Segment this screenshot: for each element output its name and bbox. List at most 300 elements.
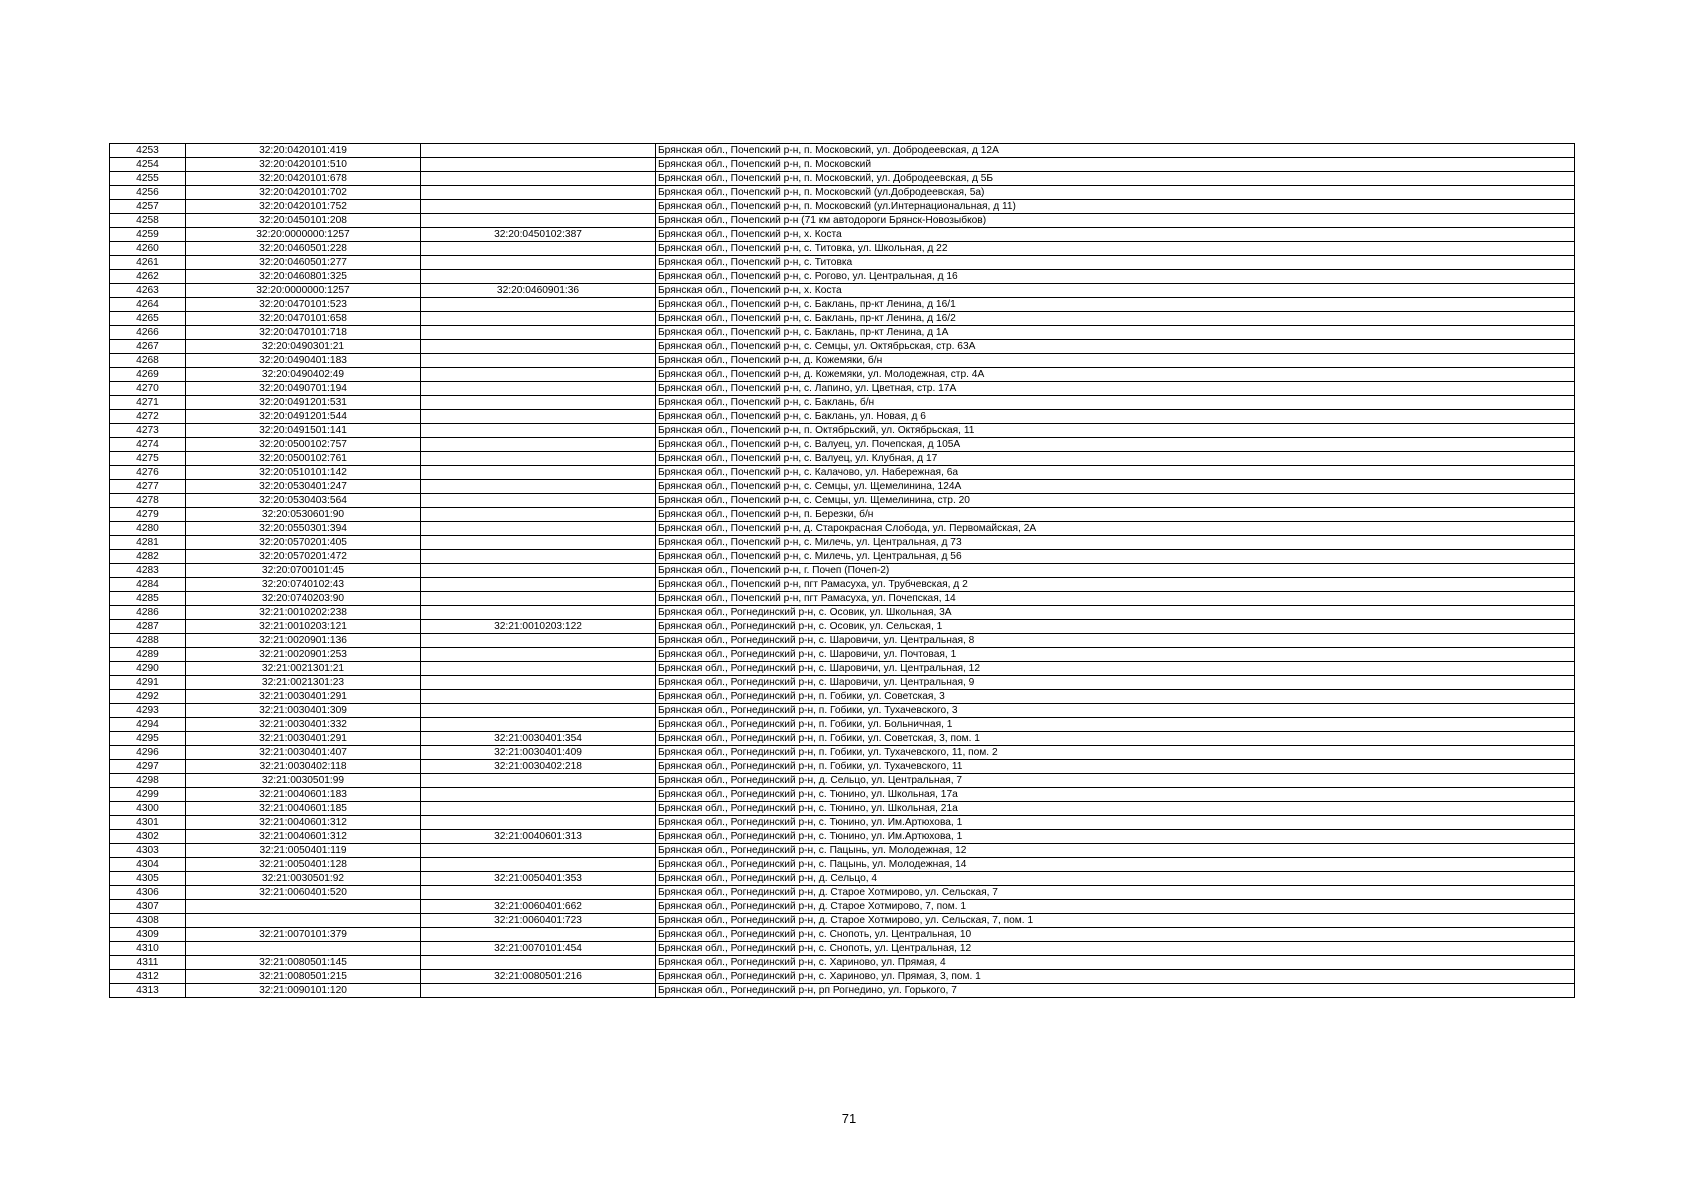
- row-number-cell: 4269: [110, 368, 186, 382]
- table-row: [110, 760, 1575, 774]
- related-cadastral-number-cell: [421, 648, 656, 662]
- related-cadastral-number-cell: [421, 662, 656, 676]
- row-number-cell: 4311: [110, 956, 186, 970]
- table-row: [110, 452, 1575, 466]
- address-cell: Брянская обл., Почепский р-н, с. Баклань, пр-кт Ленина, д 16/1: [656, 298, 1575, 312]
- row-number-cell: 4280: [110, 522, 186, 536]
- address-cell: Брянская обл., Рогнединский р-н, с. Шаровичи, ул. Центральная, 9: [656, 676, 1575, 690]
- related-cadastral-number-cell: [421, 326, 656, 340]
- cadastral-number-cell: 32:20:0460501:228: [186, 242, 421, 256]
- address-cell: Брянская обл., Почепский р-н, с. Валуец, ул. Почепская, д 105А: [656, 438, 1575, 452]
- related-cadastral-number-cell: [421, 956, 656, 970]
- address-cell: Брянская обл., Почепский р-н, с. Титовка: [656, 256, 1575, 270]
- related-cadastral-number-cell: [421, 200, 656, 214]
- address-cell: Брянская обл., Почепский р-н, х. Коста: [656, 284, 1575, 298]
- related-cadastral-number-cell: [421, 214, 656, 228]
- address-cell: Брянская обл., Почепский р-н, с. Титовка, ул. Школьная, д 22: [656, 242, 1575, 256]
- table-row: [110, 844, 1575, 858]
- cadastral-number-cell: 32:21:0060401:520: [186, 886, 421, 900]
- address-cell: Брянская обл., Почепский р-н, с. Семцы, ул. Октябрьская, стр. 63А: [656, 340, 1575, 354]
- row-number-cell: 4257: [110, 200, 186, 214]
- address-cell: Брянская обл., Рогнединский р-н, с. Хариново, ул. Прямая, 4: [656, 956, 1575, 970]
- cadastral-number-cell: 32:20:0420101:752: [186, 200, 421, 214]
- address-cell: Брянская обл., Почепский р-н, с. Баклань, пр-кт Ленина, д 1А: [656, 326, 1575, 340]
- table-row: [110, 942, 1575, 956]
- table-row: [110, 578, 1575, 592]
- cadastral-number-cell: 32:20:0740102:43: [186, 578, 421, 592]
- cadastral-number-cell: 32:20:0491201:531: [186, 396, 421, 410]
- row-number-cell: 4259: [110, 228, 186, 242]
- address-cell: Брянская обл., Рогнединский р-н, с. Осовик, ул. Сельская, 1: [656, 620, 1575, 634]
- table-row: [110, 774, 1575, 788]
- row-number-cell: 4265: [110, 312, 186, 326]
- table-row: [110, 144, 1575, 158]
- related-cadastral-number-cell: [421, 984, 656, 998]
- row-number-cell: 4267: [110, 340, 186, 354]
- related-cadastral-number-cell: 32:21:0080501:216: [421, 970, 656, 984]
- row-number-cell: 4303: [110, 844, 186, 858]
- cadastral-number-cell: 32:21:0020901:253: [186, 648, 421, 662]
- address-cell: Брянская обл., Рогнединский р-н, д. Старое Хотмирово, 7, пом. 1: [656, 900, 1575, 914]
- table-row: [110, 970, 1575, 984]
- cadastral-number-cell: [186, 942, 421, 956]
- cadastral-number-cell: 32:20:0420101:678: [186, 172, 421, 186]
- address-cell: Брянская обл., Почепский р-н, п. Московский, ул. Добродеевская, д 5Б: [656, 172, 1575, 186]
- table-row: [110, 634, 1575, 648]
- address-cell: Брянская обл., Рогнединский р-н, п. Гобики, ул. Тухачевского, 3: [656, 704, 1575, 718]
- row-number-cell: 4300: [110, 802, 186, 816]
- cadastral-number-cell: 32:21:0030501:92: [186, 872, 421, 886]
- table-body: [110, 144, 1575, 998]
- cadastral-number-cell: 32:20:0460801:325: [186, 270, 421, 284]
- address-cell: Брянская обл., Почепский р-н, д. Кожемяки, ул. Молодежная, стр. 4А: [656, 368, 1575, 382]
- row-number-cell: 4312: [110, 970, 186, 984]
- related-cadastral-number-cell: [421, 256, 656, 270]
- row-number-cell: 4273: [110, 424, 186, 438]
- row-number-cell: 4283: [110, 564, 186, 578]
- row-number-cell: 4285: [110, 592, 186, 606]
- related-cadastral-number-cell: [421, 550, 656, 564]
- cadastral-number-cell: 32:20:0000000:1257: [186, 228, 421, 242]
- related-cadastral-number-cell: [421, 774, 656, 788]
- cadastral-number-cell: 32:20:0491201:544: [186, 410, 421, 424]
- cadastral-number-cell: 32:21:0080501:145: [186, 956, 421, 970]
- row-number-cell: 4307: [110, 900, 186, 914]
- row-number-cell: 4278: [110, 494, 186, 508]
- table-row: [110, 312, 1575, 326]
- address-cell: Брянская обл., Рогнединский р-н, с. Снопоть, ул. Центральная, 10: [656, 928, 1575, 942]
- table-row: [110, 480, 1575, 494]
- table-row: [110, 242, 1575, 256]
- table-row: [110, 200, 1575, 214]
- row-number-cell: 4294: [110, 718, 186, 732]
- address-cell: Брянская обл., Рогнединский р-н, с. Тюнино, ул. Школьная, 21а: [656, 802, 1575, 816]
- related-cadastral-number-cell: [421, 788, 656, 802]
- row-number-cell: 4287: [110, 620, 186, 634]
- row-number-cell: 4308: [110, 914, 186, 928]
- row-number-cell: 4289: [110, 648, 186, 662]
- table-row: [110, 928, 1575, 942]
- row-number-cell: 4276: [110, 466, 186, 480]
- table-row: [110, 424, 1575, 438]
- cadastral-number-cell: 32:20:0490401:183: [186, 354, 421, 368]
- row-number-cell: 4258: [110, 214, 186, 228]
- related-cadastral-number-cell: [421, 886, 656, 900]
- cadastral-number-cell: 32:21:0030401:407: [186, 746, 421, 760]
- table-row: [110, 410, 1575, 424]
- table-row: [110, 886, 1575, 900]
- table-row: [110, 494, 1575, 508]
- row-number-cell: 4297: [110, 760, 186, 774]
- table-row: [110, 956, 1575, 970]
- cadastral-number-cell: 32:20:0470101:523: [186, 298, 421, 312]
- row-number-cell: 4301: [110, 816, 186, 830]
- cadastral-number-cell: 32:20:0000000:1257: [186, 284, 421, 298]
- table-row: [110, 466, 1575, 480]
- table-row: [110, 802, 1575, 816]
- row-number-cell: 4256: [110, 186, 186, 200]
- cadastral-number-cell: 32:21:0050401:119: [186, 844, 421, 858]
- row-number-cell: 4304: [110, 858, 186, 872]
- table-row: [110, 284, 1575, 298]
- related-cadastral-number-cell: [421, 564, 656, 578]
- table-row: [110, 788, 1575, 802]
- related-cadastral-number-cell: [421, 522, 656, 536]
- address-cell: Брянская обл., Почепский р-н, п. Московский, ул. Добродеевская, д 12А: [656, 144, 1575, 158]
- row-number-cell: 4290: [110, 662, 186, 676]
- row-number-cell: 4286: [110, 606, 186, 620]
- row-number-cell: 4309: [110, 928, 186, 942]
- address-cell: Брянская обл., Почепский р-н, п. Московский (ул.Интернациональная, д 11): [656, 200, 1575, 214]
- row-number-cell: 4255: [110, 172, 186, 186]
- cadastral-number-cell: 32:20:0420101:702: [186, 186, 421, 200]
- cadastral-number-cell: 32:21:0080501:215: [186, 970, 421, 984]
- row-number-cell: 4306: [110, 886, 186, 900]
- table-row: [110, 536, 1575, 550]
- address-cell: Брянская обл., Рогнединский р-н, д. Старое Хотмирово, ул. Сельская, 7: [656, 886, 1575, 900]
- row-number-cell: 4295: [110, 732, 186, 746]
- address-cell: Брянская обл., Почепский р-н, с. Рогово, ул. Центральная, д 16: [656, 270, 1575, 284]
- related-cadastral-number-cell: [421, 634, 656, 648]
- table-row: [110, 746, 1575, 760]
- row-number-cell: 4266: [110, 326, 186, 340]
- address-cell: Брянская обл., Почепский р-н, п. Московский (ул.Добродеевская, 5а): [656, 186, 1575, 200]
- row-number-cell: 4254: [110, 158, 186, 172]
- related-cadastral-number-cell: [421, 312, 656, 326]
- table-row: [110, 914, 1575, 928]
- address-cell: Брянская обл., Почепский р-н, с. Семцы, ул. Щемелинина, стр. 20: [656, 494, 1575, 508]
- address-cell: Брянская обл., Рогнединский р-н, с. Пацынь, ул. Молодежная, 12: [656, 844, 1575, 858]
- address-cell: Брянская обл., Рогнединский р-н, д. Сельцо, 4: [656, 872, 1575, 886]
- row-number-cell: 4292: [110, 690, 186, 704]
- cadastral-number-cell: 32:20:0490402:49: [186, 368, 421, 382]
- address-cell: Брянская обл., Почепский р-н, с. Баклань, ул. Новая, д 6: [656, 410, 1575, 424]
- row-number-cell: 4284: [110, 578, 186, 592]
- related-cadastral-number-cell: [421, 144, 656, 158]
- cadastral-number-cell: 32:20:0490301:21: [186, 340, 421, 354]
- table-row: [110, 368, 1575, 382]
- table-row: [110, 592, 1575, 606]
- cadastral-number-cell: 32:21:0020901:136: [186, 634, 421, 648]
- related-cadastral-number-cell: [421, 452, 656, 466]
- related-cadastral-number-cell: [421, 382, 656, 396]
- address-cell: Брянская обл., Почепский р-н, п. Октябрьский, ул. Октябрьская, 11: [656, 424, 1575, 438]
- related-cadastral-number-cell: [421, 270, 656, 284]
- table-row: [110, 816, 1575, 830]
- row-number-cell: 4260: [110, 242, 186, 256]
- cadastral-number-cell: 32:21:0030401:309: [186, 704, 421, 718]
- address-cell: Брянская обл., Рогнединский р-н, с. Хариново, ул. Прямая, 3, пом. 1: [656, 970, 1575, 984]
- address-cell: Брянская обл., Рогнединский р-н, п. Гобики, ул. Больничная, 1: [656, 718, 1575, 732]
- related-cadastral-number-cell: 32:21:0070101:454: [421, 942, 656, 956]
- table-row: [110, 550, 1575, 564]
- cadastral-number-cell: 32:20:0490701:194: [186, 382, 421, 396]
- address-cell: Брянская обл., Почепский р-н, д. Старокрасная Слобода, ул. Первомайская, 2А: [656, 522, 1575, 536]
- cadastral-number-cell: 32:20:0500102:757: [186, 438, 421, 452]
- cadastral-number-cell: 32:20:0530601:90: [186, 508, 421, 522]
- related-cadastral-number-cell: [421, 858, 656, 872]
- cadastral-number-cell: 32:21:0021301:21: [186, 662, 421, 676]
- cadastral-number-cell: 32:20:0740203:90: [186, 592, 421, 606]
- related-cadastral-number-cell: [421, 172, 656, 186]
- address-cell: Брянская обл., Рогнединский р-н, с. Пацынь, ул. Молодежная, 14: [656, 858, 1575, 872]
- row-number-cell: 4313: [110, 984, 186, 998]
- related-cadastral-number-cell: 32:20:0460901:36: [421, 284, 656, 298]
- row-number-cell: 4281: [110, 536, 186, 550]
- cadastral-number-cell: 32:21:0030402:118: [186, 760, 421, 774]
- table-row: [110, 382, 1575, 396]
- address-cell: Брянская обл., Почепский р-н, пгт Рамасуха, ул. Почепская, 14: [656, 592, 1575, 606]
- table-row: [110, 438, 1575, 452]
- related-cadastral-number-cell: [421, 536, 656, 550]
- address-cell: Брянская обл., Почепский р-н, п. Московский: [656, 158, 1575, 172]
- address-cell: Брянская обл., Почепский р-н, с. Калачово, ул. Набережная, 6а: [656, 466, 1575, 480]
- address-cell: Брянская обл., Рогнединский р-н, п. Гобики, ул. Тухачевского, 11, пом. 2: [656, 746, 1575, 760]
- cadastral-number-cell: 32:20:0470101:718: [186, 326, 421, 340]
- row-number-cell: 4302: [110, 830, 186, 844]
- related-cadastral-number-cell: [421, 592, 656, 606]
- address-cell: Брянская обл., Почепский р-н, п. Березки, б/н: [656, 508, 1575, 522]
- page-number: 71: [841, 1111, 857, 1126]
- cadastral-number-cell: 32:21:0030401:332: [186, 718, 421, 732]
- row-number-cell: 4277: [110, 480, 186, 494]
- address-cell: Брянская обл., Рогнединский р-н, с. Шаровичи, ул. Центральная, 8: [656, 634, 1575, 648]
- cadastral-number-cell: 32:21:0010203:121: [186, 620, 421, 634]
- table-row: [110, 564, 1575, 578]
- row-number-cell: 4305: [110, 872, 186, 886]
- cadastral-number-cell: 32:21:0030401:291: [186, 690, 421, 704]
- cadastral-number-cell: 32:21:0030401:291: [186, 732, 421, 746]
- address-cell: Брянская обл., Почепский р-н, пгт Рамасуха, ул. Трубчевская, д 2: [656, 578, 1575, 592]
- table-row: [110, 830, 1575, 844]
- address-cell: Брянская обл., Почепский р-н, г. Почеп (Почеп-2): [656, 564, 1575, 578]
- address-cell: Брянская обл., Почепский р-н, с. Милечь, ул. Центральная, д 56: [656, 550, 1575, 564]
- address-cell: Брянская обл., Почепский р-н, д. Кожемяки, б/н: [656, 354, 1575, 368]
- related-cadastral-number-cell: [421, 690, 656, 704]
- table-row: [110, 186, 1575, 200]
- related-cadastral-number-cell: 32:21:0060401:723: [421, 914, 656, 928]
- table-row: [110, 690, 1575, 704]
- table-row: [110, 984, 1575, 998]
- table-row: [110, 858, 1575, 872]
- row-number-cell: 4291: [110, 676, 186, 690]
- address-cell: Брянская обл., Почепский р-н, с. Валуец, ул. Клубная, д 17: [656, 452, 1575, 466]
- row-number-cell: 4253: [110, 144, 186, 158]
- table-row: [110, 354, 1575, 368]
- related-cadastral-number-cell: [421, 340, 656, 354]
- row-number-cell: 4262: [110, 270, 186, 284]
- table-row: [110, 158, 1575, 172]
- related-cadastral-number-cell: [421, 424, 656, 438]
- row-number-cell: 4298: [110, 774, 186, 788]
- related-cadastral-number-cell: [421, 466, 656, 480]
- table-row: [110, 872, 1575, 886]
- cadastral-number-cell: 32:20:0491501:141: [186, 424, 421, 438]
- cadastral-number-cell: 32:20:0470101:658: [186, 312, 421, 326]
- cadastral-number-cell: 32:21:0040601:183: [186, 788, 421, 802]
- cadastral-number-cell: 32:20:0570201:472: [186, 550, 421, 564]
- cadastral-number-cell: 32:21:0040601:312: [186, 816, 421, 830]
- cadastral-number-cell: [186, 914, 421, 928]
- cadastral-number-cell: 32:20:0530401:247: [186, 480, 421, 494]
- related-cadastral-number-cell: 32:20:0450102:387: [421, 228, 656, 242]
- cadastral-number-cell: 32:21:0030501:99: [186, 774, 421, 788]
- related-cadastral-number-cell: [421, 928, 656, 942]
- related-cadastral-number-cell: [421, 158, 656, 172]
- cadastral-number-cell: 32:21:0040601:312: [186, 830, 421, 844]
- related-cadastral-number-cell: [421, 354, 656, 368]
- related-cadastral-number-cell: [421, 186, 656, 200]
- row-number-cell: 4263: [110, 284, 186, 298]
- related-cadastral-number-cell: [421, 578, 656, 592]
- table-row: [110, 270, 1575, 284]
- table-row: [110, 648, 1575, 662]
- address-cell: Брянская обл., Почепский р-н (71 км автодороги Брянск-Новозыбков): [656, 214, 1575, 228]
- related-cadastral-number-cell: 32:21:0010203:122: [421, 620, 656, 634]
- related-cadastral-number-cell: [421, 480, 656, 494]
- table-row: [110, 256, 1575, 270]
- cadastral-number-cell: 32:20:0510101:142: [186, 466, 421, 480]
- row-number-cell: 4279: [110, 508, 186, 522]
- address-cell: Брянская обл., Рогнединский р-н, с. Тюнино, ул. Школьная, 17а: [656, 788, 1575, 802]
- related-cadastral-number-cell: 32:21:0030401:354: [421, 732, 656, 746]
- cadastral-number-cell: 32:20:0450101:208: [186, 214, 421, 228]
- row-number-cell: 4310: [110, 942, 186, 956]
- row-number-cell: 4275: [110, 452, 186, 466]
- cadastral-number-cell: 32:21:0090101:120: [186, 984, 421, 998]
- cadastral-number-cell: 32:20:0420101:510: [186, 158, 421, 172]
- table-row: [110, 620, 1575, 634]
- related-cadastral-number-cell: [421, 494, 656, 508]
- address-cell: Брянская обл., Рогнединский р-н, с. Шаровичи, ул. Почтовая, 1: [656, 648, 1575, 662]
- cadastral-number-cell: 32:20:0530403:564: [186, 494, 421, 508]
- related-cadastral-number-cell: [421, 718, 656, 732]
- row-number-cell: 4288: [110, 634, 186, 648]
- address-cell: Брянская обл., Почепский р-н, с. Семцы, ул. Щемелинина, 124А: [656, 480, 1575, 494]
- table-row: [110, 900, 1575, 914]
- table-row: [110, 522, 1575, 536]
- table-row: [110, 606, 1575, 620]
- cadastral-number-cell: [186, 900, 421, 914]
- related-cadastral-number-cell: [421, 816, 656, 830]
- row-number-cell: 4293: [110, 704, 186, 718]
- related-cadastral-number-cell: 32:21:0050401:353: [421, 872, 656, 886]
- row-number-cell: 4261: [110, 256, 186, 270]
- cadastral-number-cell: 32:21:0021301:23: [186, 676, 421, 690]
- address-cell: Брянская обл., Рогнединский р-н, с. Шаровичи, ул. Центральная, 12: [656, 662, 1575, 676]
- row-number-cell: 4282: [110, 550, 186, 564]
- address-cell: Брянская обл., Рогнединский р-н, п. Гобики, ул. Тухачевского, 11: [656, 760, 1575, 774]
- cadastral-number-cell: 32:21:0050401:128: [186, 858, 421, 872]
- related-cadastral-number-cell: [421, 676, 656, 690]
- related-cadastral-number-cell: [421, 438, 656, 452]
- row-number-cell: 4270: [110, 382, 186, 396]
- address-cell: Брянская обл., Почепский р-н, с. Милечь, ул. Центральная, д 73: [656, 536, 1575, 550]
- table-row: [110, 704, 1575, 718]
- related-cadastral-number-cell: [421, 508, 656, 522]
- address-cell: Брянская обл., Рогнединский р-н, д. Старое Хотмирово, ул. Сельская, 7, пом. 1: [656, 914, 1575, 928]
- cadastral-number-cell: 32:20:0570201:405: [186, 536, 421, 550]
- cadastral-number-cell: 32:20:0500102:761: [186, 452, 421, 466]
- related-cadastral-number-cell: 32:21:0060401:662: [421, 900, 656, 914]
- address-cell: Брянская обл., Рогнединский р-н, рп Рогнедино, ул. Горького, 7: [656, 984, 1575, 998]
- related-cadastral-number-cell: [421, 606, 656, 620]
- table-row: [110, 718, 1575, 732]
- related-cadastral-number-cell: [421, 802, 656, 816]
- address-cell: Брянская обл., Рогнединский р-н, с. Осовик, ул. Школьная, 3А: [656, 606, 1575, 620]
- table-row: [110, 326, 1575, 340]
- address-cell: Брянская обл., Рогнединский р-н, п. Гобики, ул. Советская, 3, пом. 1: [656, 732, 1575, 746]
- row-number-cell: 4272: [110, 410, 186, 424]
- address-cell: Брянская обл., Рогнединский р-н, п. Гобики, ул. Советская, 3: [656, 690, 1575, 704]
- address-cell: Брянская обл., Рогнединский р-н, с. Тюнино, ул. Им.Артюхова, 1: [656, 830, 1575, 844]
- registry-table: [109, 143, 1575, 998]
- cadastral-number-cell: 32:20:0420101:419: [186, 144, 421, 158]
- address-cell: Брянская обл., Рогнединский р-н, с. Тюнино, ул. Им.Артюхова, 1: [656, 816, 1575, 830]
- cadastral-number-cell: 32:20:0700101:45: [186, 564, 421, 578]
- table-row: [110, 508, 1575, 522]
- cadastral-number-cell: 32:20:0460501:277: [186, 256, 421, 270]
- cadastral-number-cell: 32:20:0550301:394: [186, 522, 421, 536]
- row-number-cell: 4296: [110, 746, 186, 760]
- related-cadastral-number-cell: [421, 704, 656, 718]
- row-number-cell: 4264: [110, 298, 186, 312]
- cadastral-number-cell: 32:21:0010202:238: [186, 606, 421, 620]
- row-number-cell: 4274: [110, 438, 186, 452]
- table-row: [110, 298, 1575, 312]
- row-number-cell: 4271: [110, 396, 186, 410]
- table-row: [110, 396, 1575, 410]
- address-cell: Брянская обл., Почепский р-н, с. Баклань, пр-кт Ленина, д 16/2: [656, 312, 1575, 326]
- address-cell: Брянская обл., Почепский р-н, х. Коста: [656, 228, 1575, 242]
- related-cadastral-number-cell: 32:21:0030402:218: [421, 760, 656, 774]
- address-cell: Брянская обл., Рогнединский р-н, д. Сельцо, ул. Центральная, 7: [656, 774, 1575, 788]
- table-row: [110, 340, 1575, 354]
- related-cadastral-number-cell: 32:21:0030401:409: [421, 746, 656, 760]
- row-number-cell: 4299: [110, 788, 186, 802]
- related-cadastral-number-cell: [421, 844, 656, 858]
- related-cadastral-number-cell: [421, 396, 656, 410]
- row-number-cell: 4268: [110, 354, 186, 368]
- table-row: [110, 228, 1575, 242]
- table-row: [110, 172, 1575, 186]
- table-row: [110, 662, 1575, 676]
- table-row: [110, 732, 1575, 746]
- related-cadastral-number-cell: [421, 242, 656, 256]
- related-cadastral-number-cell: [421, 368, 656, 382]
- address-cell: Брянская обл., Рогнединский р-н, с. Снопоть, ул. Центральная, 12: [656, 942, 1575, 956]
- cadastral-number-cell: 32:21:0040601:185: [186, 802, 421, 816]
